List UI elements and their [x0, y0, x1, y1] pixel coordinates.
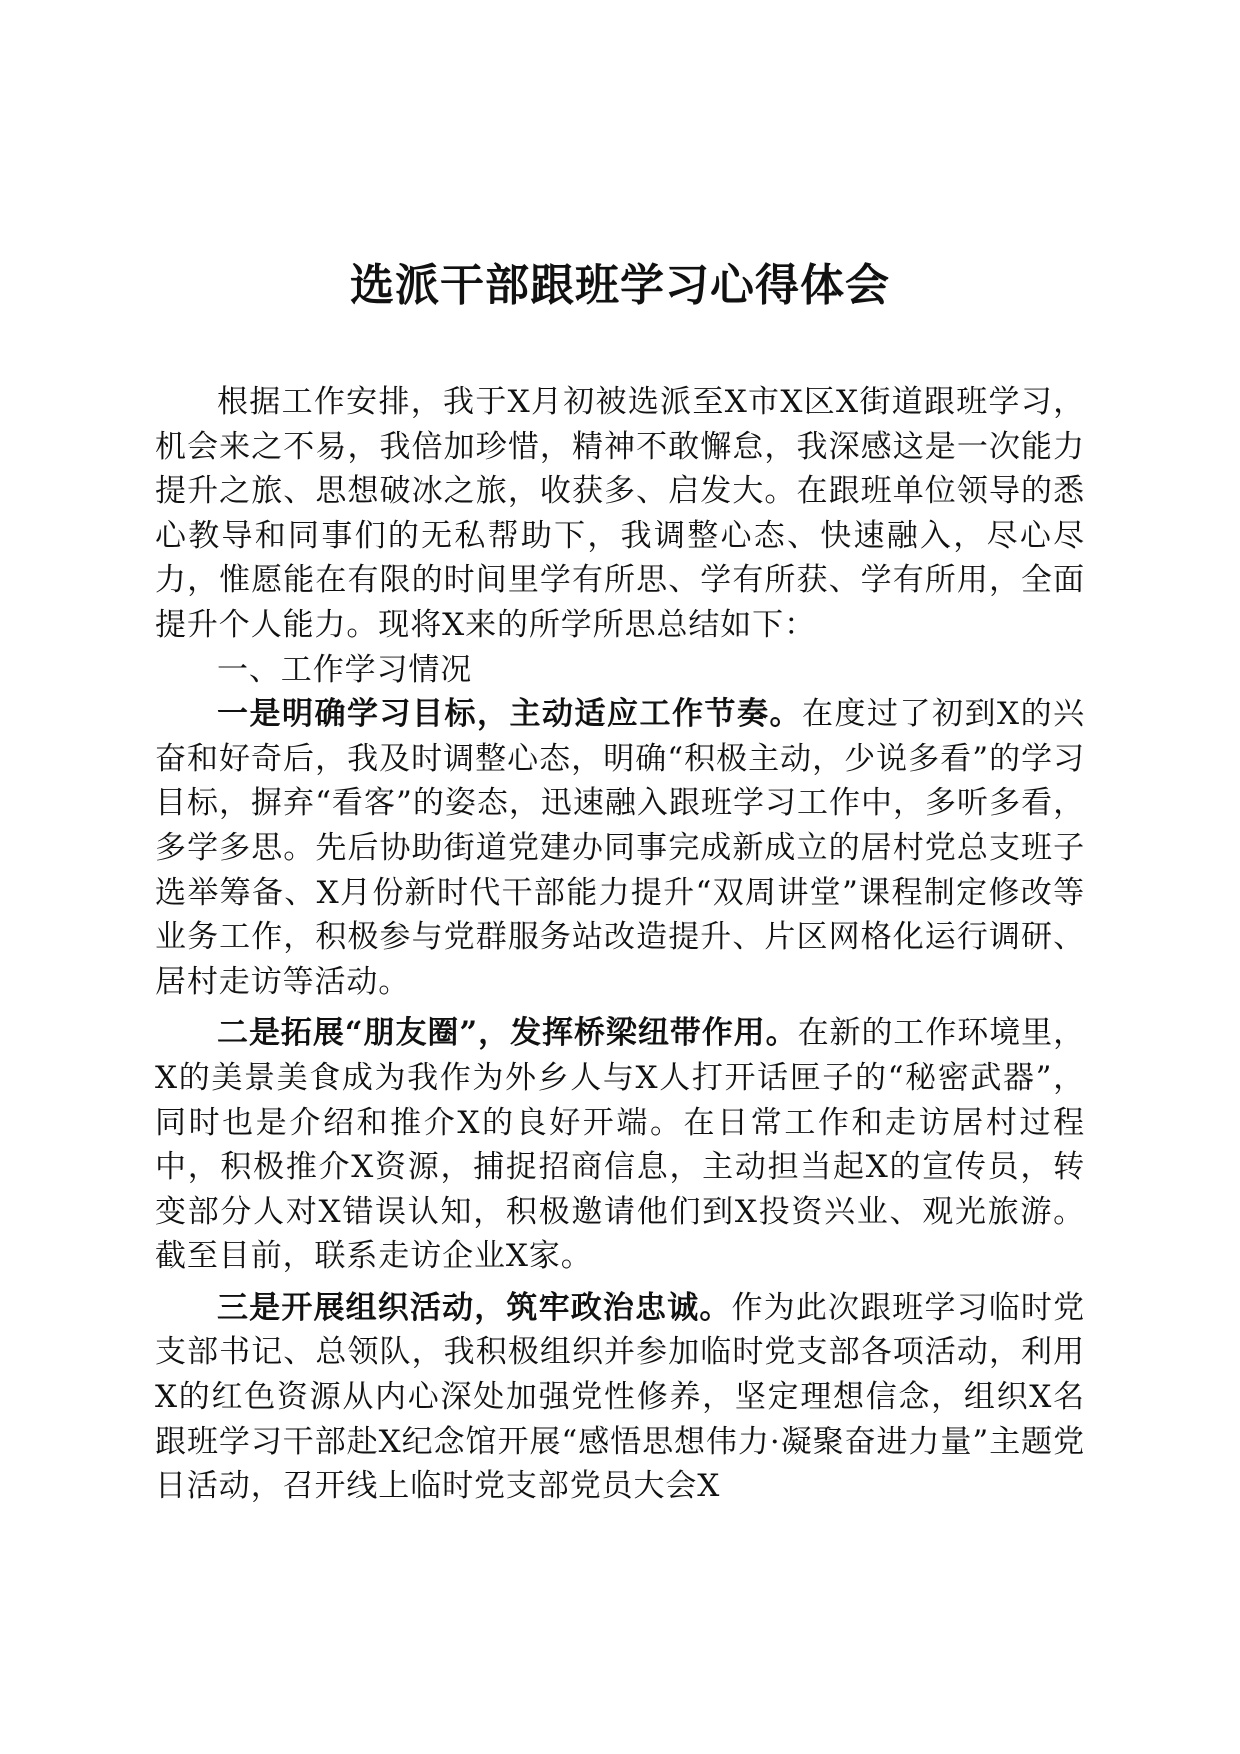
point-lead: 一是明确学习目标，主动适应工作节奏。	[217, 696, 803, 733]
intro-paragraph: 根据工作安排，我于X月初被选派至X市X区X街道跟班学习，机会来之不易，我倍加珍惜，精神不敢懈怠，我深感这是一次能力提升之旅、思想破冰之旅，收获多、启发大。在跟班单位领导的悉心教导和同事们的无私帮助下，我调整心态、快速融入，尽心尽力，惟愿能在有限的时间里学有所思、学有所获、学有所用，全面提升个人能力。现将X来的所学所思总结如下：	[155, 384, 1085, 643]
document-title: 选派干部跟班学习心得体会	[350, 260, 890, 311]
section-heading: 一、工作学习情况	[217, 651, 473, 688]
point-text: 在度过了初到X的兴奋和好奇后，我及时调整心态，明确“积极主动，少说多看”的学习目标，摒弃“看客”的姿态，迅速融入跟班学习工作中，多听多看，多学多思。先后协助街道党建办同事完成新成立的居村党总支班子选举筹备、X月份新时代干部能力提升“双周讲堂”课程制定修改等业务工作，积极参与党群服务站改造提升、片区网格化运行调研、居村走访等活动。	[155, 696, 1085, 1000]
point-paragraph-2	[155, 1011, 1085, 1279]
point-text: 在新的工作环境里，X的美景美食成为我作为外乡人与X人打开话匣子的“秘密武器”，同时也是介绍和推介X的良好开端。在日常工作和走访居村过程中，积极推介X资源，捕捉招商信息，主动担当起X的宣传员，转变部分人对X错误认知，积极邀请他们到X投资兴业、观光旅游。截至目前，联系走访企业X家。	[155, 1015, 1085, 1275]
point-lead: 二是拓展“朋友圈”，发挥桥梁纽带作用。	[217, 1015, 798, 1052]
point-paragraph-3	[155, 1286, 1085, 1509]
point-paragraph-1	[155, 692, 1085, 1004]
point-lead: 三是开展组织活动，筑牢政治忠诚。	[217, 1289, 732, 1326]
point-text: 作为此次跟班学习临时党支部书记、总领队，我积极组织并参加临时党支部各项活动，利用X的红色资源从内心深处加强党性修养，坚定理想信念，组织X名跟班学习干部赴X纪念馆开展“感悟思想伟力·凝聚奋进力量”主题党日活动，召开线上临时党支部党员大会X	[155, 1289, 1085, 1505]
document-body	[155, 380, 1085, 1509]
